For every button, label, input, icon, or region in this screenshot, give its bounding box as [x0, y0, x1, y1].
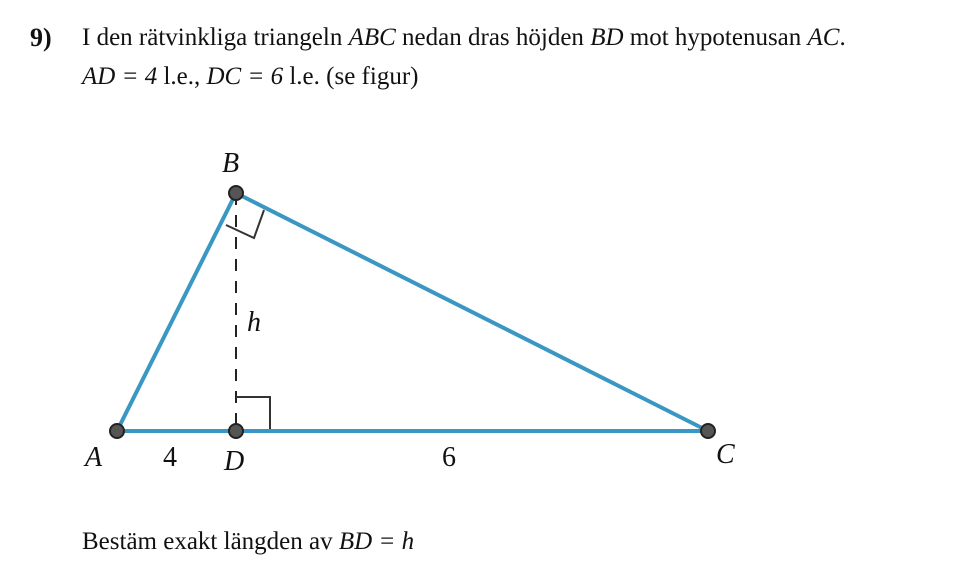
- math-bd-equals-h: BD = h: [338, 528, 415, 555]
- math-hypotenuse-ac: AC: [807, 24, 840, 51]
- math-triangle-abc: ABC: [348, 24, 396, 51]
- statement-text-3: mot hypotenusan: [623, 24, 808, 51]
- statement-text-2: nedan dras höjden: [395, 24, 591, 51]
- question-text: Bestäm exakt längden av: [82, 528, 339, 555]
- side-ab: [117, 193, 236, 431]
- label-c: C: [716, 439, 735, 470]
- side-bc: [236, 193, 708, 431]
- math-dc-equals: DC = 6: [206, 63, 284, 90]
- statement-text-4: .: [839, 24, 846, 51]
- point-b: [229, 186, 243, 200]
- label-dc-length: 6: [442, 442, 456, 473]
- label-d: D: [224, 446, 245, 477]
- statement-text-1: I den rätvinkliga triangeln: [82, 24, 349, 51]
- label-b: B: [222, 148, 240, 179]
- point-d: [229, 424, 243, 438]
- point-a: [110, 424, 124, 438]
- question-line: [82, 528, 414, 556]
- label-a: A: [85, 442, 103, 473]
- math-ad-equals: AD = 4: [82, 63, 158, 90]
- right-angle-marker-b: [226, 210, 264, 238]
- label-h: h: [247, 307, 261, 338]
- point-c: [701, 424, 715, 438]
- label-ad-length: 4: [163, 442, 177, 473]
- problem-number: 9): [30, 23, 52, 52]
- statement-text-5: l.e.,: [157, 63, 207, 90]
- math-altitude-bd: BD: [590, 24, 624, 51]
- statement-text-6: l.e. (se figur): [283, 63, 419, 90]
